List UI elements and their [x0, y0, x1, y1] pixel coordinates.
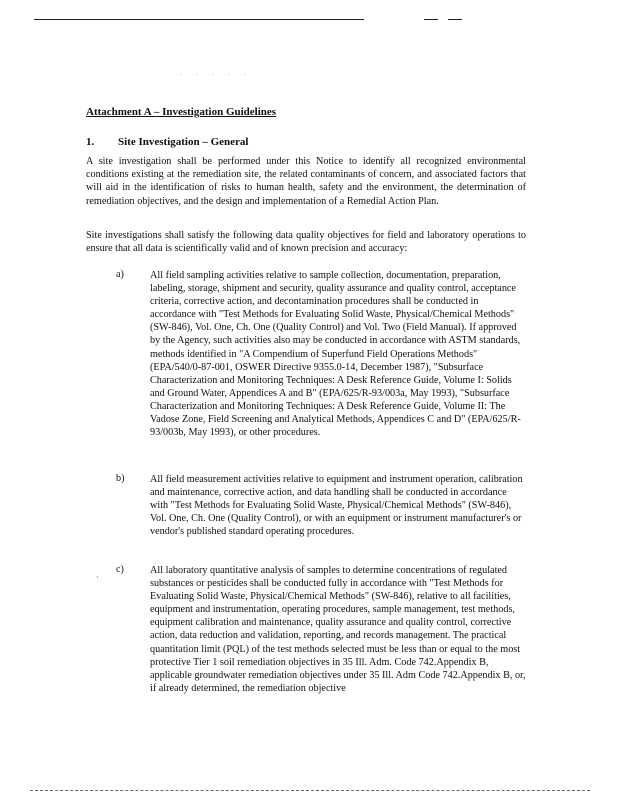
scan-artifact-dots: ·····: [180, 72, 260, 78]
item-text-b: All field measurement activities relative to equipment and instrument operation, calibration and maintenance, corrective action, and data handling shall be conducted in accordance with "Test Methods for Evaluating Solid Waste, Physical/Chemical Methods" (SW-846), Vol. One, Ch. One (Quality Control), or with an equipment or instrument manufacturer's or vendor's published standard operating procedures.: [150, 474, 523, 538]
intro-paragraph: A site investigation shall be performed under this Notice to identify all recognized environmental conditions existing at the remediation site, the related contaminants of concern, and associated factors that will aid in the identification of risks to human health, safety and the environment, the determination of remediation objectives, and the design and implementation of a Remedial Action Plan.: [86, 156, 526, 207]
scan-artifact-line: [424, 19, 438, 20]
scan-artifact-line: [34, 19, 364, 20]
section-number: 1.: [86, 136, 95, 148]
page-heading: Attachment A – Investigation Guidelines: [86, 106, 277, 118]
item-text-a: All field sampling activities relative to sample collection, documentation, preparation, labeling, storage, shipment and security, quality assurance and quality control, acceptance criteria, corrective action, and decontamination procedures shall be conducted in accordance with "Test Methods for Evaluating Solid Waste, Physical/Chemical Methods" (SW-846), Vol. One, Ch. One (Quality Control) and Vol. Two (Field Manual). If approved by the Agency, such activities also may be conducted in accordance with ASTM standards, methods identified in "A Compendium of Superfund Field Operations Methods" (EPA/540/0-87-001, OSWER Directive 9355.0-14, December 1987), "Subsurface Characterization and Monitoring Techniques: A Desk Reference Guide, Volume I: Solids and Ground Water, Appendices A and B" (EPA/625/R-93/003a, May 1993), "Subsurface Characterization and Monitoring Techniques: A Desk Reference Guide, Volume II: The Vadose Zone, Field Screening and Analytical Methods, Appendices C and D" (EPA/625/R-93/003b, May 1993), or other procedures.: [150, 270, 521, 439]
objectives-paragraph: Site investigations shall satisfy the following data quality objectives for field and laboratory operations to ensure that all data is scientifically valid and of known precision and accuracy:: [86, 230, 526, 255]
margin-mark: ·: [96, 573, 99, 582]
scan-artifact-bottom: [30, 790, 590, 792]
item-label-b: b): [116, 473, 125, 484]
item-label-a: a): [116, 269, 124, 280]
item-label-c: c): [116, 564, 124, 575]
item-text-c: All laboratory quantitative analysis of samples to determine concentrations of regulated substances or pesticides shall be conducted fully in accordance with "Test Methods for Evaluating Solid Waste, Physical/Chemical Methods" (SW-846), relative to all facilities, equipment and instrumentation, operating procedures, sample management, test methods, equipment calibration and maintenance, quality assurance and quality control, corrective action, data reduction and validation, reporting, and records management. The practical quantitation limit (PQL) of the test methods selected must be less than or equal to the most protective Tier 1 soil remediation objectives in 35 Ill. Adm. Code 742.Appendix B, applicable groundwater remediation objectives under 35 Ill. Adm Code 742.Appendix B, or, if already determined, the remediation objective: [150, 565, 526, 694]
scan-artifact-line: [448, 19, 462, 20]
section-title: Site Investigation – General: [118, 136, 249, 148]
